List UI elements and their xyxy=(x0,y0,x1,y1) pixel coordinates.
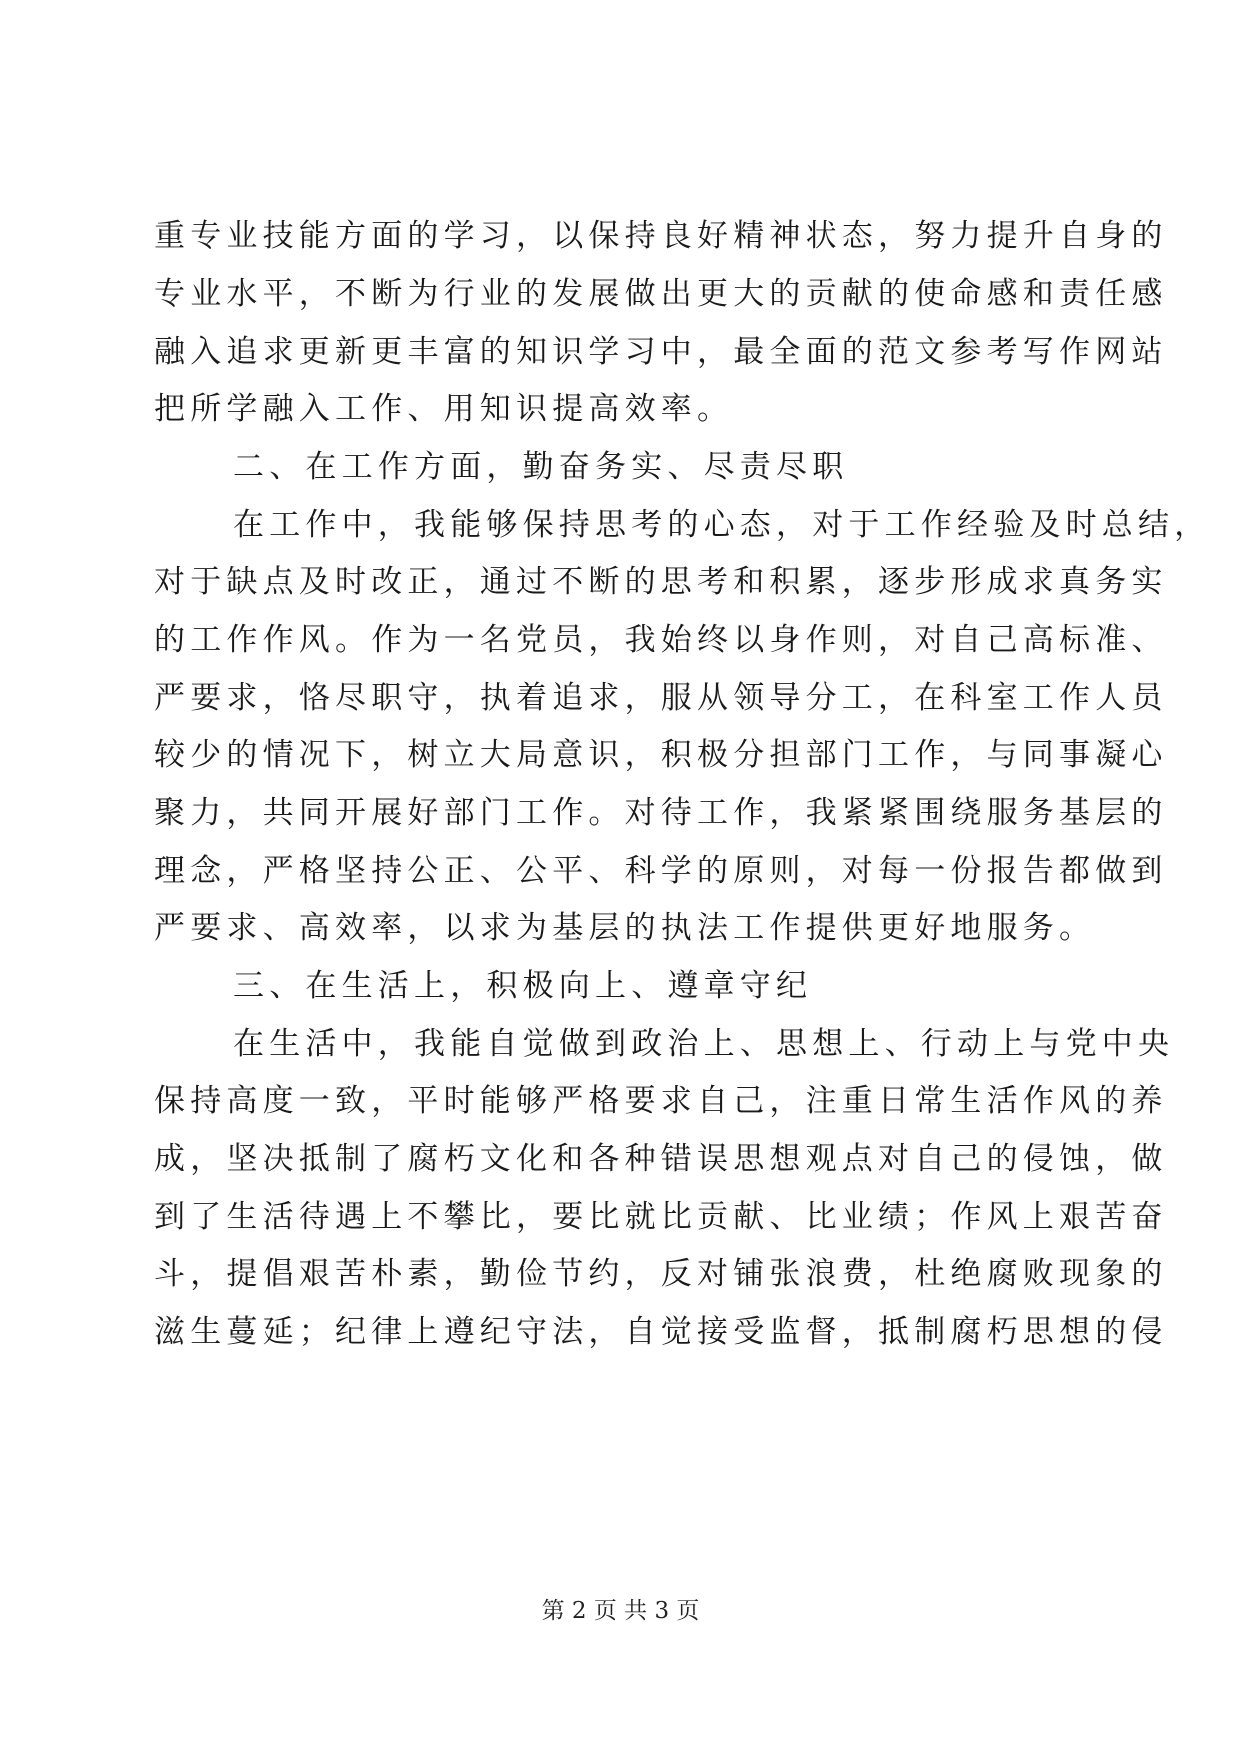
page-number-footer: 第 2 页 共 3 页 xyxy=(541,1598,700,1624)
body-line: 的工作作风。作为一名党员，我始终以身作则，对自己高标准、 xyxy=(154,622,1168,658)
body-line: 专业水平，不断为行业的发展做出更大的贡献的使命感和责任感 xyxy=(154,276,1168,312)
section-heading: 二、在工作方面，勤奋务实、尽责尽职 xyxy=(233,449,849,485)
body-line: 滋生蔓延；纪律上遵纪守法，自觉接受监督，抵制腐朽思想的侵 xyxy=(154,1314,1168,1350)
body-line: 对于缺点及时改正，通过不断的思考和积累，逐步形成求真务实 xyxy=(154,564,1168,600)
body-line: 融入追求更新更丰富的知识学习中，最全面的范文参考写作网站 xyxy=(154,334,1168,370)
paragraph-first-line: 在生活中，我能自觉做到政治上、思想上、行动上与党中央 xyxy=(233,1026,1175,1062)
section-heading: 三、在生活上，积极向上、遵章守纪 xyxy=(233,968,813,1004)
body-line: 严要求、高效率，以求为基层的执法工作提供更好地服务。 xyxy=(154,910,1096,946)
body-line: 斗，提倡艰苦朴素，勤俭节约，反对铺张浪费，杜绝腐败现象的 xyxy=(154,1256,1168,1292)
body-line: 保持高度一致，平时能够严格要求自己，注重日常生活作风的养 xyxy=(154,1083,1168,1119)
body-line: 理念，严格坚持公正、公平、科学的原则，对每一份报告都做到 xyxy=(154,853,1168,889)
body-line: 成，坚决抵制了腐朽文化和各种错误思想观点对自己的侵蚀，做 xyxy=(154,1141,1168,1177)
paragraph-first-line: 在工作中，我能够保持思考的心态，对于工作经验及时总结， xyxy=(233,507,1211,543)
body-line: 较少的情况下，树立大局意识，积极分担部门工作，与同事凝心 xyxy=(154,737,1168,773)
body-line: 严要求，恪尽职守，执着追求，服从领导分工，在科室工作人员 xyxy=(154,680,1168,716)
body-line: 把所学融入工作、用知识提高效率。 xyxy=(154,391,734,427)
body-line: 到了生活待遇上不攀比，要比就比贡献、比业绩；作风上艰苦奋 xyxy=(154,1199,1168,1235)
body-line: 聚力，共同开展好部门工作。对待工作，我紧紧围绕服务基层的 xyxy=(154,795,1168,831)
body-line: 重专业技能方面的学习，以保持良好精神状态，努力提升自身的 xyxy=(154,218,1168,254)
